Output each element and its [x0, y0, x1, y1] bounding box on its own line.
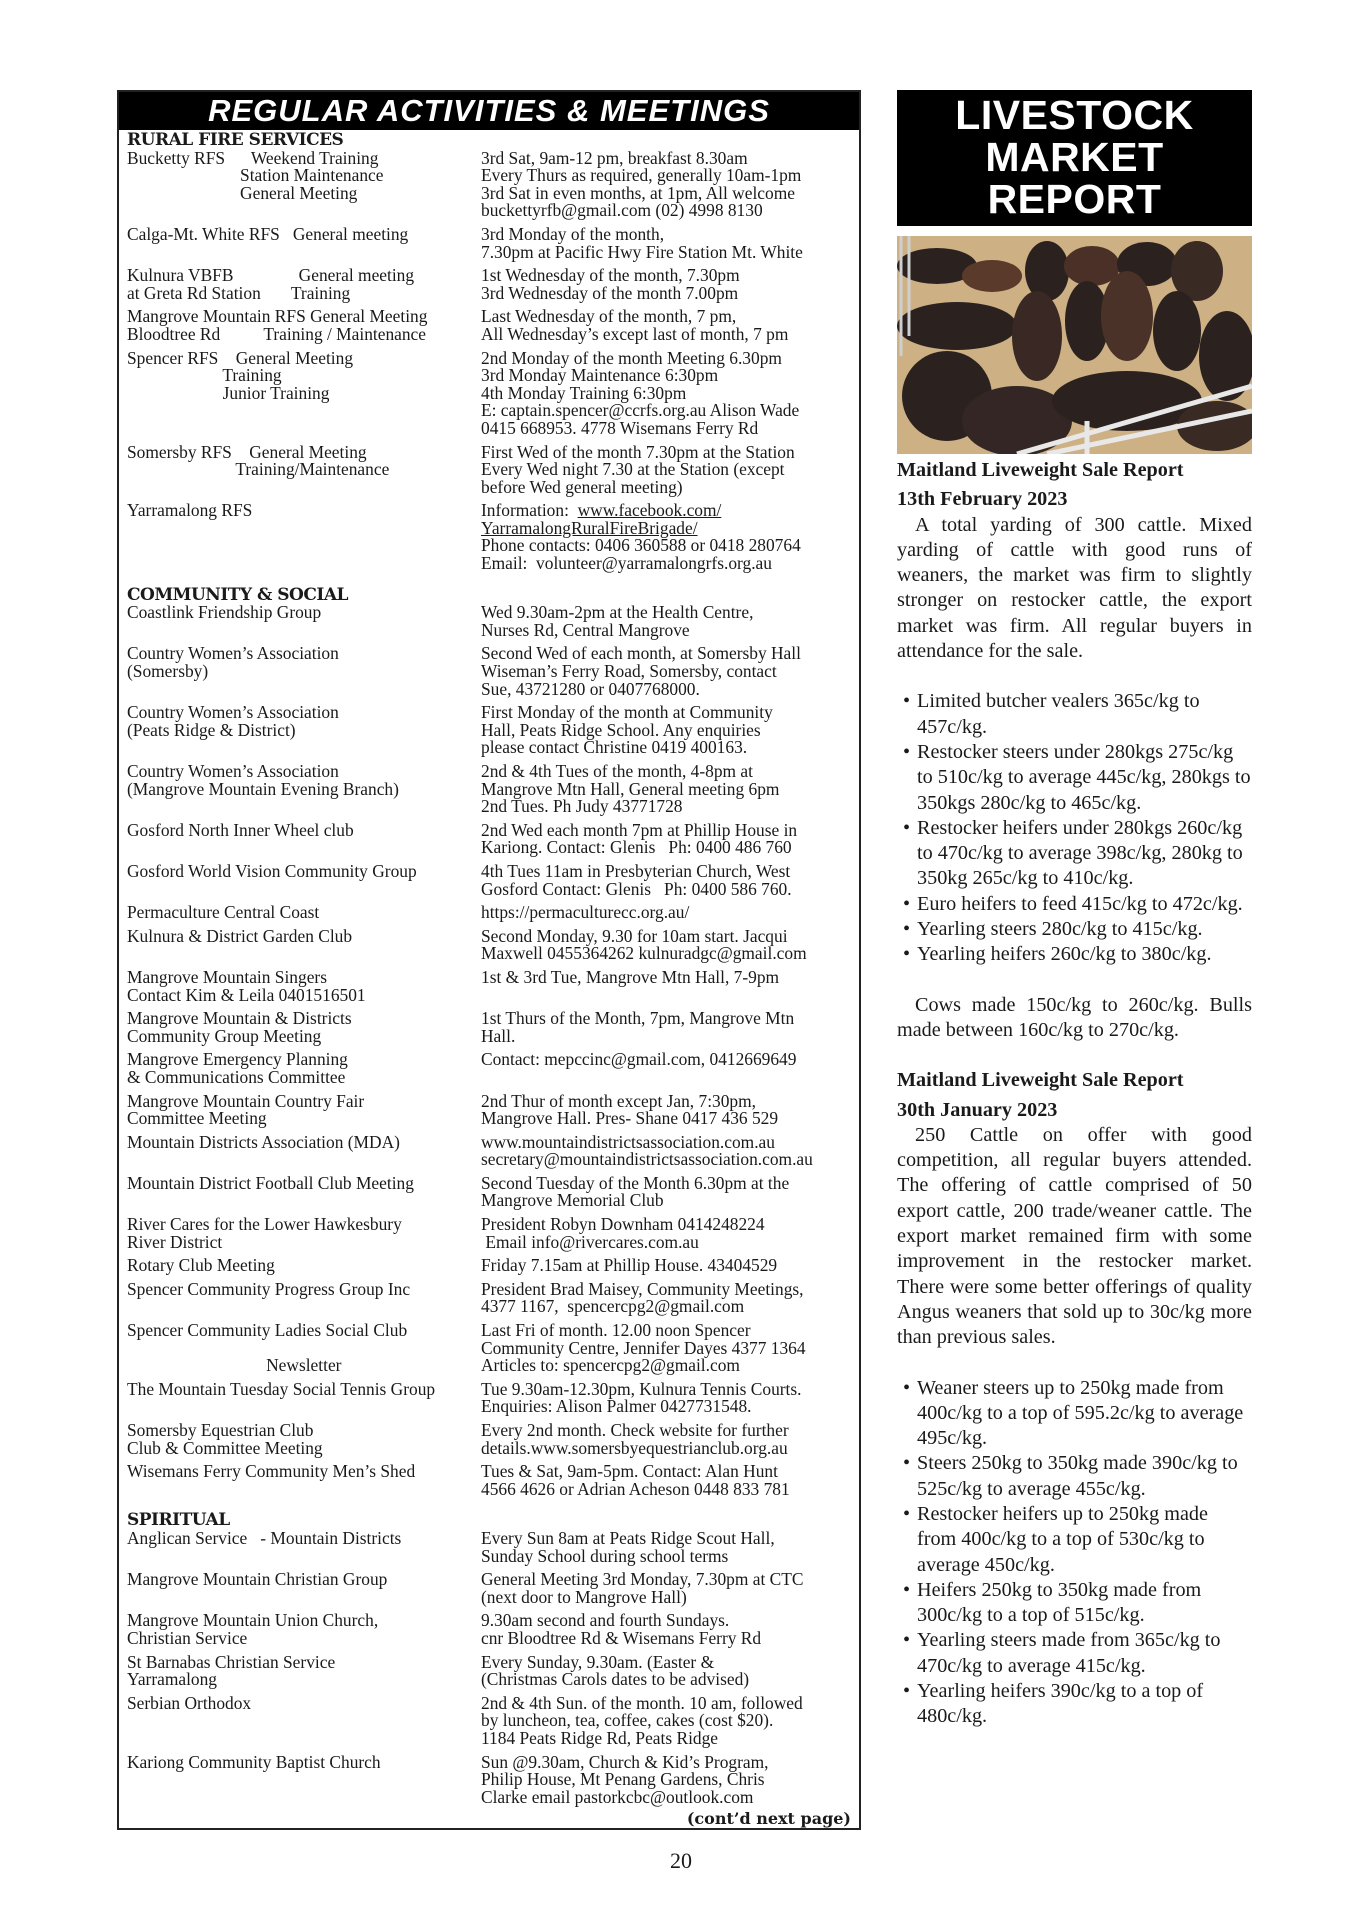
activity-details	[481, 502, 851, 572]
activity-row	[127, 441, 851, 497]
organisation-name: Country Women’s Association (Peats Ridge & District)	[127, 702, 339, 740]
activity-row	[127, 223, 851, 262]
activity-row	[127, 1463, 851, 1498]
activity-details: 2nd & 4th Tues of the month, 4-8pm at Mangrove Mtn Hall, General meeting 6pm 2nd Tues. Ph Judy 43771728	[481, 761, 780, 817]
organisation-name: Mangrove Mountain Country Fair Committee Meeting	[127, 1090, 365, 1129]
organisation-name: River Cares for the Lower Hawkesbury River District	[127, 1214, 402, 1252]
price-item: • Euro heifers to feed 415c/kg to 472c/kg.	[897, 892, 1252, 917]
organisation-name: The Mountain Tuesday Social Tennis Group	[127, 1378, 436, 1399]
organisation-name: Mangrove Mountain Christian Group	[127, 1569, 388, 1590]
activity-details: Second Tuesday of the Month 6.30pm at the Mangrove Memorial Club	[481, 1172, 790, 1211]
price-item: • Yearling heifers 390c/kg to a top of 480c/kg.	[897, 1679, 1252, 1730]
price-item: • Limited butcher vealers 365c/kg to 457c/kg.	[897, 689, 1252, 740]
section-heading: SPIRITUAL	[127, 1510, 230, 1531]
activity-row	[127, 308, 851, 343]
organisation-name: Anglican Service - Mountain Districts	[127, 1527, 402, 1548]
organisation-name: Spencer RFS General Meeting Training Junior Training	[127, 347, 354, 403]
page-number: 20	[670, 1848, 692, 1873]
activity-row	[127, 860, 851, 899]
activity-details: Contact: mepccinc@gmail.com, 0412669649	[481, 1049, 797, 1070]
activity-details: Every Sunday, 9.30am. (Easter & (Christmas Carols dates to be advised)	[481, 1651, 750, 1690]
activity-details: 1st Thurs of the Month, 7pm, Mangrove Mtn Hall.	[481, 1008, 795, 1046]
activity-row	[127, 1090, 851, 1129]
organisation-name: Country Women’s Association (Mangrove Mountain Evening Branch)	[127, 761, 399, 799]
organisation-name: Bucketty RFS Weekend Training Station Maintenance General Meeting	[127, 147, 384, 203]
price-item: • Steers 250kg to 350kg made 390c/kg to 525c/kg to average 455c/kg.	[897, 1451, 1252, 1502]
activity-row	[127, 1131, 851, 1170]
activity-row	[127, 1422, 851, 1457]
activity-details: 2nd Thur of month except Jan, 7:30pm, Mangrove Hall. Pres- Shane 0417 436 529	[481, 1090, 779, 1129]
price-item: • Restocker heifers under 280kgs 260c/kg to 470c/kg to average 398c/kg, 280kg to 350kg 265c/kg to 410c/kg.	[897, 816, 1252, 892]
activity-row	[127, 502, 851, 572]
report-intro: 250 Cattle on offer with good competition, all regular buyers attended. The offering of cattle comprised of 50 export cattle, 200 trade/weaner cattle. The export market remained firm with some improvement in the restocker market. There were some better offerings of quality Angus weaners that sold up to 30c/kg more than previous sales.	[897, 1123, 1252, 1349]
organisation-name: St Barnabas Christian Service Yarramalong	[127, 1651, 336, 1690]
activities-list	[119, 132, 859, 1828]
activity-details: Tues & Sat, 9am-5pm. Contact: Alan Hunt 4566 4626 or Adrian Acheson 0448 833 781	[481, 1461, 790, 1499]
activity-details: 3rd Sat, 9am-12 pm, breakfast 8.30am Every Thurs as required, generally 10am-1pm 3rd Sat in even months, at 1pm, All welcome buckettyrfb@gmail.com (02) 4998 8130	[481, 147, 802, 221]
price-item: • Yearling steers 280c/kg to 415c/kg.	[897, 917, 1252, 942]
activity-details: www.mountaindistrictsassociation.com.au secretary@mountaindistrictsassociation.com.au	[481, 1131, 813, 1170]
organisation-name: Mangrove Mountain Union Church, Christian Service	[127, 1610, 379, 1648]
price-item: • Weaner steers up to 250kg made from 400c/kg to a top of 595.2c/kg to average 495c/kg.	[897, 1376, 1252, 1452]
organisation-name: Somersby Equestrian Club Club & Committee Meeting	[127, 1420, 323, 1458]
price-list	[897, 1376, 1252, 1730]
facebook-link[interactable]: www.facebook.com/	[577, 500, 722, 521]
report-date: 30th January 2023	[897, 1098, 1058, 1121]
activity-details: President Brad Maisey, Community Meetings, 4377 1167, spencercpg2@gmail.com	[481, 1278, 804, 1317]
activity-row	[127, 1527, 851, 1566]
activity-details: Every 2nd month. Check website for further details.www.somersbyequestrianclub.org.au	[481, 1420, 789, 1458]
activity-row	[127, 1692, 851, 1748]
organisation-name: Gosford World Vision Community Group	[127, 860, 417, 881]
organisation-name: Mountain Districts Association (MDA)	[127, 1131, 400, 1152]
report-intro: A total yarding of 300 cattle. Mixed yarding of cattle with good runs of weaners, the market was firm to slightly stronger on restocker cattle, the export market was firm. All regular buyers in attendance for the sale.	[897, 513, 1252, 663]
spacer	[897, 1351, 1252, 1376]
continued-note: (cont’d next page)	[686, 1809, 851, 1829]
activity-row	[127, 966, 851, 1005]
organisation-name: Coastlink Friendship Group	[127, 602, 322, 623]
activity-details: 3rd Monday of the month, 7.30pm at Pacific Hwy Fire Station Mt. White	[481, 223, 803, 262]
livestock-title	[897, 90, 1252, 226]
organisation-name: Calga-Mt. White RFS General meeting	[127, 223, 409, 244]
organisation-name: Wisemans Ferry Community Men’s Shed	[127, 1461, 416, 1482]
price-item: • Yearling steers made from 365c/kg to 470c/kg to average 415c/kg.	[897, 1628, 1252, 1679]
activity-details: First Wed of the month 7.30pm at the Station Every Wed night 7.30 at the Station (except before Wed general meeting)	[481, 441, 795, 497]
activity-details: General Meeting 3rd Monday, 7.30pm at CTC (next door to Mangrove Hall)	[481, 1569, 804, 1607]
activities-title: REGULAR ACTIVITIES & MEETINGS	[119, 92, 859, 130]
organisation-name: Spencer Community Ladies Social Club Newsletter	[127, 1320, 408, 1376]
activity-details: 2nd Monday of the month Meeting 6.30pm 3rd Monday Maintenance 6:30pm 4th Monday Training 6:30pm E: captain.spencer@ccrfs.org.au Alison Wade 0415 668953. 4778 Wisemans Ferry Rd	[481, 347, 800, 438]
activity-details: Sun @9.30am, Church & Kid’s Program, Philip House, Mt Penang Gardens, Chris Clarke email pastorkcbc@outlook.com	[481, 1751, 769, 1807]
organisation-name: Mangrove Emergency Planning & Communications Committee	[127, 1049, 348, 1087]
section-heading: COMMUNITY & SOCIAL	[127, 584, 348, 605]
organisation-name: Kulnura & District Garden Club	[127, 925, 353, 946]
price-item: • Heifers 250kg to 350kg made from 300c/kg to a top of 515c/kg.	[897, 1578, 1252, 1629]
section-heading: RURAL FIRE SERVICES	[127, 130, 344, 150]
spacer	[897, 968, 1252, 993]
livestock-title-line2: MARKET REPORT	[985, 134, 1164, 222]
activity-row	[127, 1051, 851, 1086]
activity-details: Friday 7.15am at Phillip House. 43404529	[481, 1255, 778, 1276]
price-item: • Restocker heifers up to 250kg made from 400c/kg to a top of 530c/kg to average 450c/kg.	[897, 1502, 1252, 1578]
activity-row	[127, 1751, 851, 1807]
livestock-report	[897, 90, 1252, 1730]
activity-row	[127, 1571, 851, 1606]
activity-row	[127, 147, 851, 221]
report-title: Maitland Liveweight Sale Report	[897, 459, 1184, 481]
activity-details: Last Wednesday of the month, 7 pm, All Wednesday’s except last of month, 7 pm	[481, 306, 789, 344]
organisation-name: Kulnura VBFB General meeting at Greta Rd Station Training	[127, 265, 415, 303]
report-title: Maitland Liveweight Sale Report	[897, 1069, 1184, 1092]
activity-details: 2nd & 4th Sun. of the month. 10 am, followed by luncheon, tea, coffee, cakes (cost $20). 1184 Peats Ridge Rd, Peats Ridge	[481, 1692, 803, 1748]
activity-details: Second Monday, 9.30 for 10am start. Jacqui Maxwell 0455364262 kulnuradgc@gmail.com	[481, 925, 807, 964]
spacer	[897, 664, 1252, 689]
activity-row	[127, 1612, 851, 1647]
report-outro: Cows made 150c/kg to 260c/kg. Bulls made between 160c/kg to 270c/kg.	[897, 993, 1252, 1041]
activity-row	[127, 1322, 851, 1375]
activity-row	[127, 763, 851, 816]
activity-details: 4th Tues 11am in Presbyterian Church, West Gosford Contact: Glenis Ph: 0400 586 760.	[481, 860, 792, 899]
activity-row	[127, 1378, 851, 1417]
contact-details: Phone contacts: 0406 360588 or 0418 280764 Email: volunteer@yarramalongrfs.org.au	[481, 535, 801, 574]
activity-row	[127, 925, 851, 964]
activity-row	[127, 267, 851, 302]
activity-details: 1st & 3rd Tue, Mangrove Mtn Hall, 7-9pm	[481, 966, 780, 987]
organisation-name: Permaculture Central Coast	[127, 902, 320, 923]
organisation-name: Mountain District Football Club Meeting	[127, 1172, 414, 1193]
activity-row	[127, 1278, 851, 1317]
organisation-name: Serbian Orthodox	[127, 1692, 252, 1713]
activity-row	[127, 604, 851, 639]
price-item: • Yearling heifers 260c/kg to 380c/kg.	[897, 942, 1252, 967]
livestock-text	[897, 458, 1252, 1730]
activity-details: President Robyn Downham 0414248224 Email info@rivercares.com.au	[481, 1214, 765, 1252]
facebook-link-cont[interactable]: YarramalongRuralFireBrigade/	[481, 517, 698, 538]
activity-row	[127, 1651, 851, 1690]
organisation-name: Gosford North Inner Wheel club	[127, 819, 354, 840]
report-date: 13th February 2023	[897, 488, 1068, 511]
activity-row	[127, 1172, 851, 1211]
activity-details: 2nd Wed each month 7pm at Phillip House in Kariong. Contact: Glenis Ph: 0400 486 760	[481, 819, 798, 858]
price-item: • Restocker steers under 280kgs 275c/kg to 510c/kg to average 445c/kg, 280kgs to 350kgs 280c/kg to 465c/kg.	[897, 740, 1252, 816]
activity-row	[127, 1257, 851, 1275]
activity-details: Wed 9.30am-2pm at the Health Centre, Nurses Rd, Central Mangrove	[481, 602, 754, 640]
organisation-name: Mangrove Mountain Singers Contact Kim & Leila 0401516501	[127, 966, 366, 1005]
regular-activities-box	[117, 90, 861, 1830]
cattle-photo	[897, 236, 1252, 454]
activity-row	[127, 1010, 851, 1045]
info-label: Information:	[481, 500, 578, 521]
organisation-name: Rotary Club Meeting	[127, 1255, 275, 1276]
activity-row	[127, 347, 851, 438]
organisation-name: Mangrove Mountain & Districts Community Group Meeting	[127, 1008, 352, 1046]
activity-details: Tue 9.30am-12.30pm, Kulnura Tennis Courts. Enquiries: Alison Palmer 0427731548.	[481, 1378, 802, 1417]
activity-row	[127, 704, 851, 757]
organisation-name: Spencer Community Progress Group Inc	[127, 1278, 411, 1299]
price-list	[897, 689, 1252, 967]
activity-row	[127, 1216, 851, 1251]
organisation-name: Kariong Community Baptist Church	[127, 1751, 381, 1772]
organisation-name: Mangrove Mountain RFS General Meeting Bloodtree Rd Training / Maintenance	[127, 306, 428, 344]
activity-details: Every Sun 8am at Peats Ridge Scout Hall, Sunday School during school terms	[481, 1527, 775, 1566]
activity-details: 9.30am second and fourth Sundays. cnr Bloodtree Rd & Wisemans Ferry Rd	[481, 1610, 762, 1648]
activity-details: Second Wed of each month, at Somersby Hall Wiseman’s Ferry Road, Somersby, contact Sue, 43721280 or 0407768000.	[481, 643, 801, 699]
activity-details: https://permaculturecc.org.au/	[481, 902, 690, 923]
activity-row	[127, 819, 851, 858]
activity-details: First Monday of the month at Community Hall, Peats Ridge School. Any enquiries please contact Christine 0419 400163.	[481, 702, 773, 758]
livestock-title-line1: LIVESTOCK	[955, 92, 1194, 138]
activity-details: Last Fri of month. 12.00 noon Spencer Community Centre, Jennifer Dayes 4377 1364 Articles to: spencercpg2@gmail.com	[481, 1320, 806, 1376]
organisation-name: Country Women’s Association (Somersby)	[127, 643, 339, 682]
activity-details: 1st Wednesday of the month, 7.30pm 3rd Wednesday of the month 7.00pm	[481, 265, 740, 303]
organisation-name: Somersby RFS General Meeting Training/Maintenance	[127, 441, 390, 480]
activity-row	[127, 904, 851, 922]
organisation-name: Yarramalong RFS	[127, 500, 253, 521]
activity-row	[127, 645, 851, 698]
